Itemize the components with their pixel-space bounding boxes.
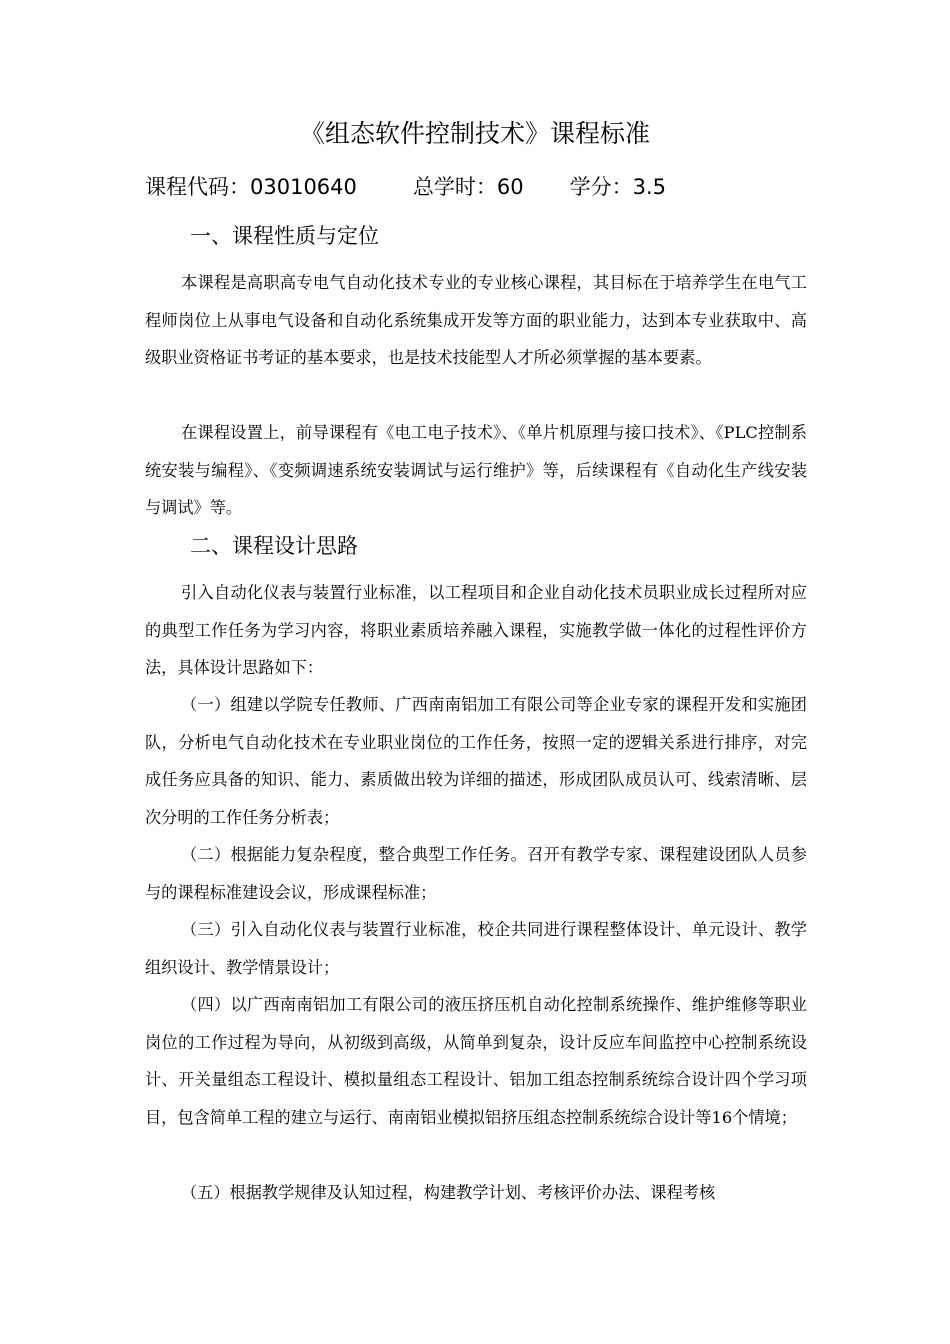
total-hours: 总学时：60: [412, 175, 524, 199]
paragraph: 在课程设置上，前导课程有《电工电子技术》、《单片机原理与接口技术》、《PLC控制系统安装与编程》、《变频调速系统安装调试与运行维护》等，后续课程有《自动化生产线安装与调试》等。: [145, 423, 807, 518]
paragraph: 本课程是高职高专电气自动化技术专业的专业核心课程，其目标在于培养学生在电气工程师岗位上从事电气设备和自动化系统集成开发等方面的职业能力，达到本专业获取中、高级职业资格证书考证的基本要求，也是技术技能型人才所必须掌握的基本要素。: [145, 273, 807, 368]
credits: 学分：3.5: [569, 175, 667, 199]
section-heading-2: 二、课程设计思路: [190, 534, 358, 558]
list-item: （一）组建以学院专任教师、广西南南铝加工有限公司等企业专家的课程开发和实施团队，分析电气自动化技术在专业职业岗位的工作任务，按照一定的逻辑关系进行排序，对完成任务应具备的知识、能力、素质做出较为详细的描述，形成团队成员认可、线索清晰、层次分明的工作任务分析表；: [145, 695, 807, 827]
list-item: （三）引入自动化仪表与装置行业标准，校企共同进行课程整体设计、单元设计、教学组织设计、教学情景设计；: [145, 920, 807, 977]
list-item: （二）根据能力复杂程度，整合典型工作任务。召开有教学专家、课程建设团队人员参与的课程标准建设会议，形成课程标准；: [145, 845, 807, 902]
paragraph: 引入自动化仪表与装置行业标准，以工程项目和企业自动化技术员职业成长过程所对应的典型工作任务为学习内容，将职业素质培养融入课程，实施教学做一体化的过程性评价方法，具体设计思路如下：: [145, 583, 807, 678]
document-title: 《组态软件控制技术》课程标准: [299, 119, 650, 148]
section-heading-1: 一、课程性质与定位: [190, 224, 379, 248]
course-code: 课程代码：03010640: [145, 175, 357, 199]
list-item: （四）以广西南南铝加工有限公司的液压挤压机自动化控制系统操作、维护维修等职业岗位的工作过程为导向，从初级到高级，从简单到复杂，设计反应车间监控中心控制系统设计、开关量组态工程设计、模拟量组态工程设计、铝加工组态控制系统综合设计四个学习项目，包含简单工程的建立与运行、南南铝业模拟铝挤压组态控制系统综合设计等16个情境；: [145, 995, 807, 1127]
course-meta: [145, 170, 666, 204]
list-item: （五）根据教学规律及认知过程，构建教学计划、考核评价办法、课程考核: [181, 1183, 716, 1202]
